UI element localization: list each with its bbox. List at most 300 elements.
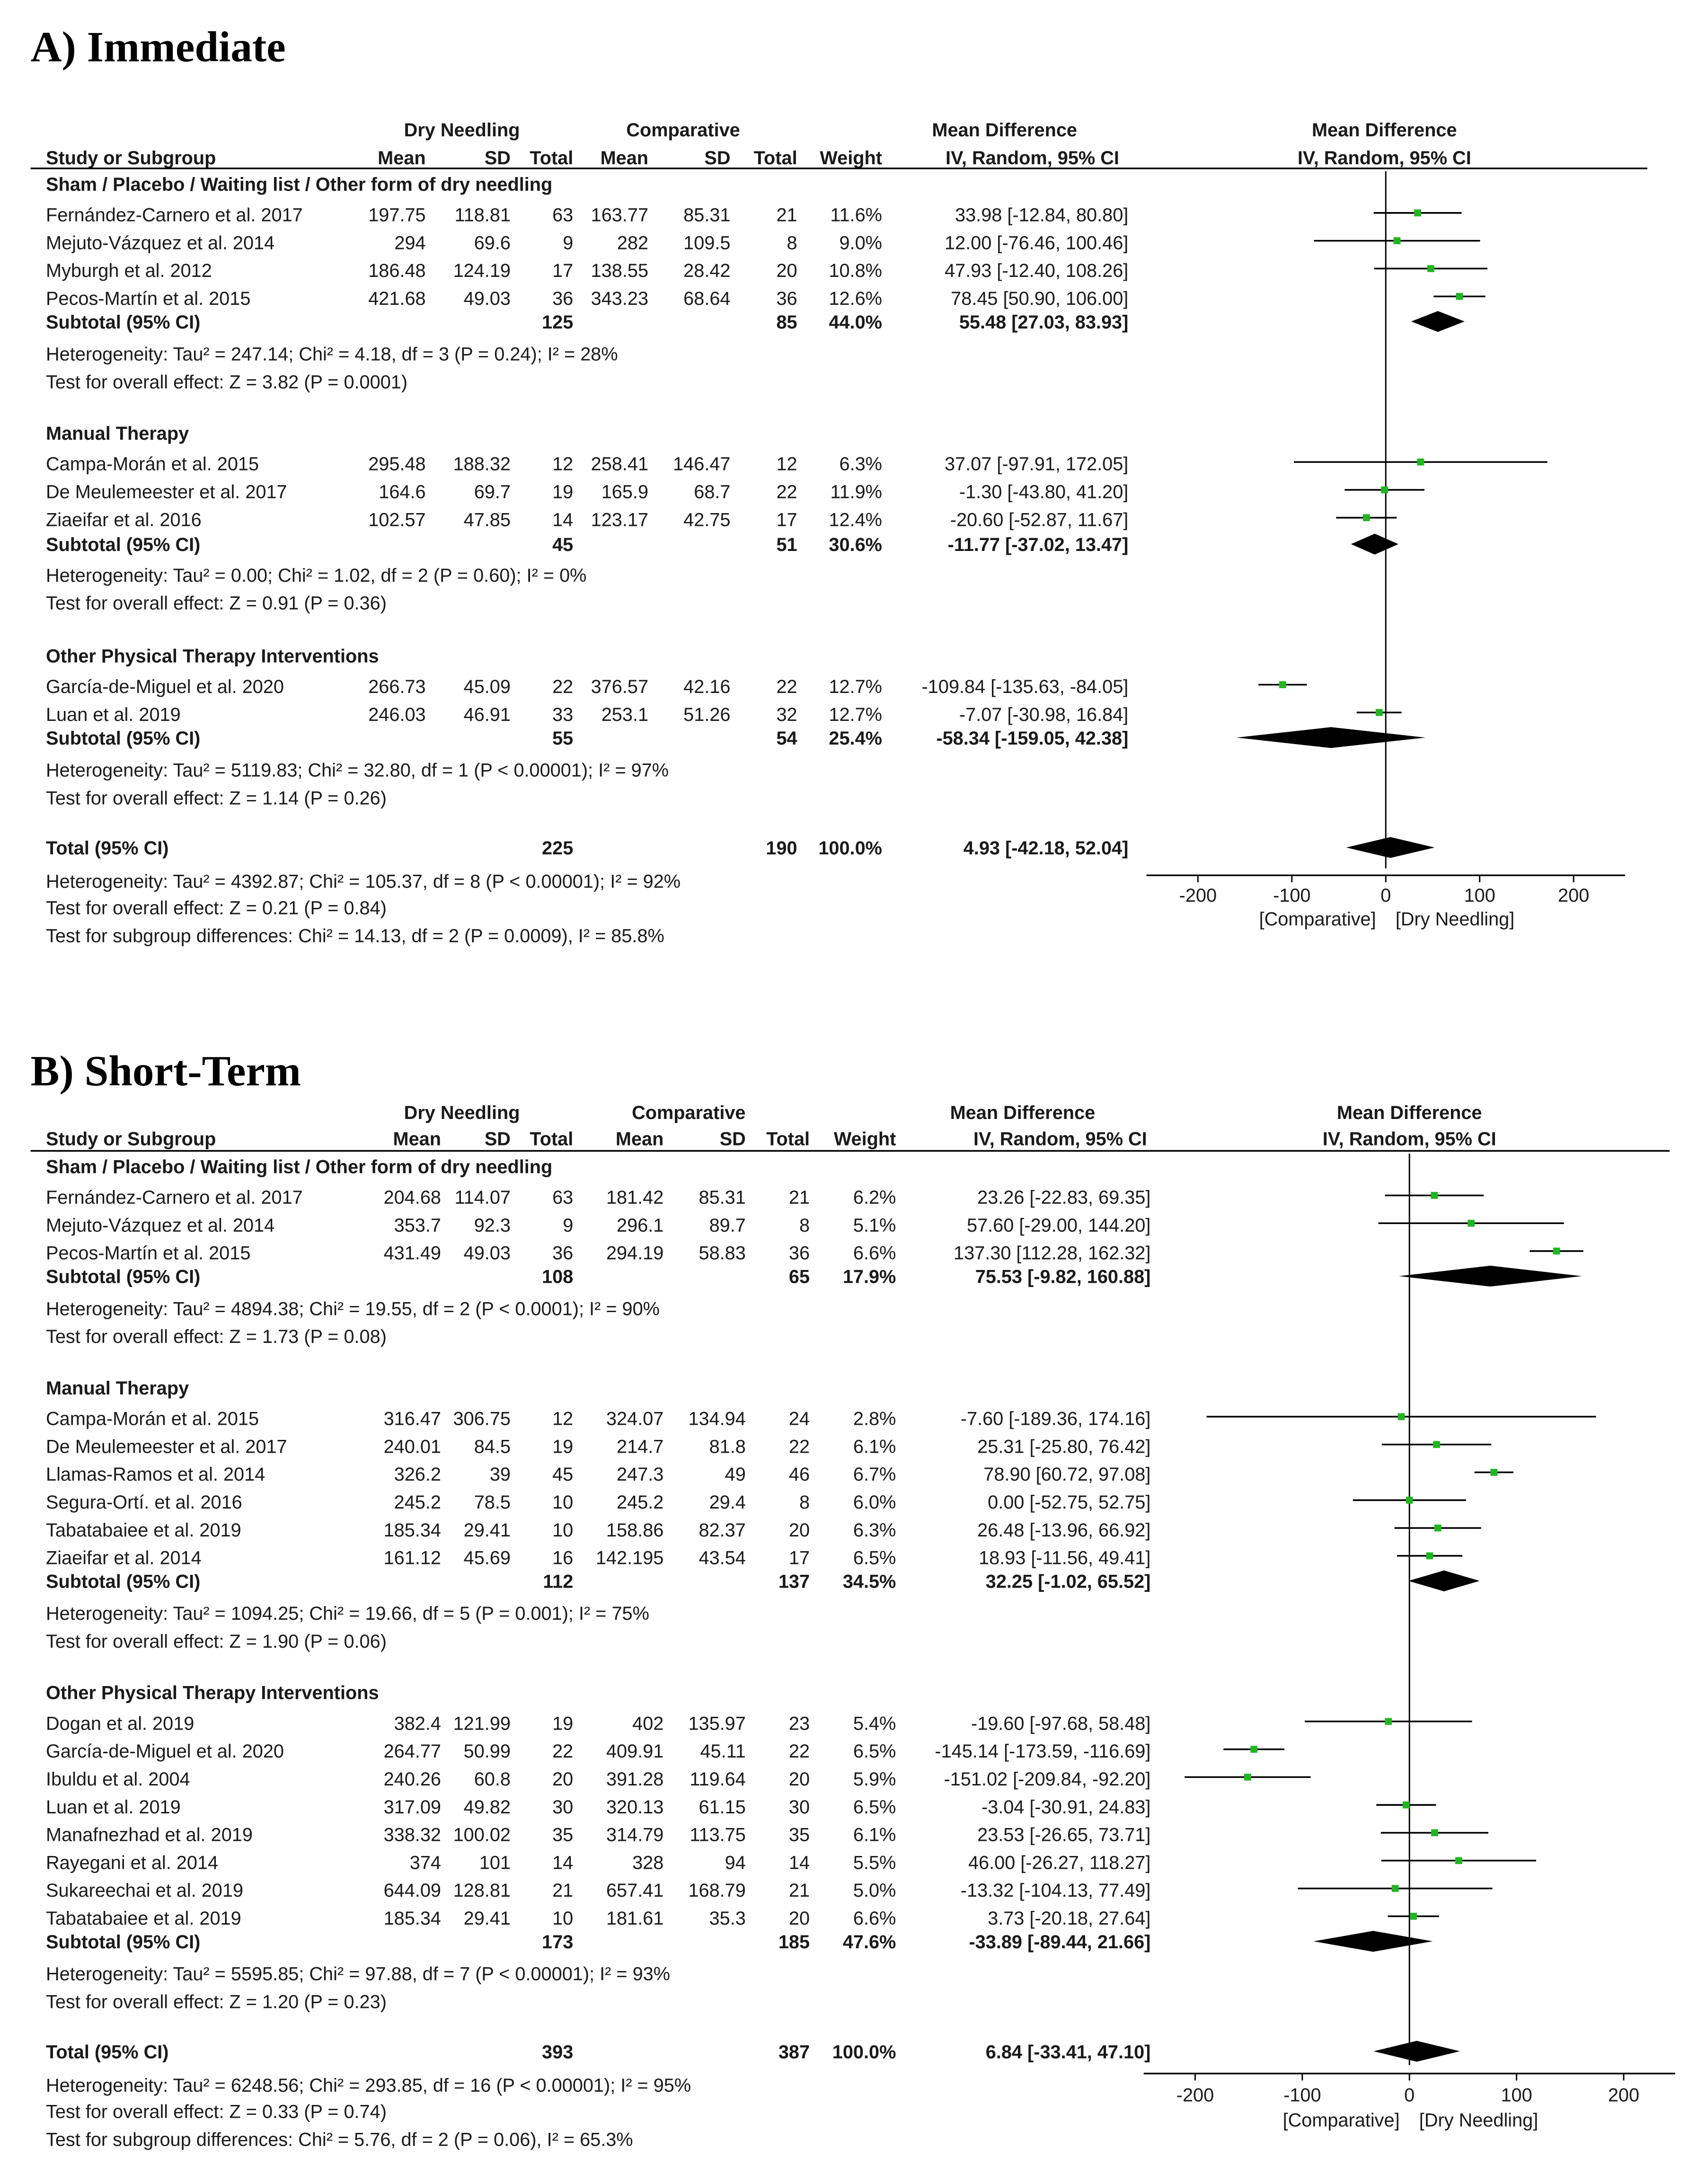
study-name: Ibuldu et al. 2004 [46,1769,190,1790]
x-tick-label: 0 [1380,885,1391,906]
study-name: Llamas-Ramos et al. 2014 [46,1464,265,1485]
subtotal-diamond [1237,727,1426,748]
comp-mean: 314.79 [606,1824,664,1846]
comp-mean: 253.1 [601,704,649,725]
comp-sd: 135.97 [688,1713,746,1734]
dn-sd: 114.07 [454,1187,511,1208]
column-header-study: Study or Subgroup [46,1128,216,1150]
study-effect-ci: 137.30 [112.28, 162.32] [954,1243,1151,1264]
x-tick-label: 100 [1464,885,1495,906]
study-name: De Meulemeester et al. 2017 [46,1436,287,1457]
subtotal-label: Subtotal (95% CI) [46,311,201,333]
overall-effect-text: Test for overall effect: Z = 0.91 (P = 0.36) [46,593,387,614]
study-name: Tabatabaiee et al. 2019 [46,1908,241,1929]
study-weight: 2.8% [853,1408,896,1429]
dn-sd: 92.3 [474,1215,511,1236]
dn-total: 10 [552,1519,574,1541]
comp-mean: 123.17 [591,509,649,531]
comp-sd: 28.42 [683,260,731,282]
dn-total: 12 [552,1408,574,1429]
study-name: Manafnezhad et al. 2019 [46,1824,253,1846]
md-header: Mean Difference [950,1102,1096,1123]
point-estimate [1455,1857,1462,1864]
dn-total: 22 [552,1741,574,1762]
point-estimate [1406,1497,1413,1504]
study-effect-ci: 25.31 [-25.80, 76.42] [977,1436,1151,1457]
comp-total: 46 [788,1464,810,1485]
study-effect-ci: -3.04 [-30.91, 24.83] [981,1796,1151,1818]
dn-total: 45 [552,1464,574,1485]
dn-total: 10 [552,1908,574,1929]
dn-sd: 306.75 [453,1408,511,1429]
study-name: Segura-Ortí. et al. 2016 [46,1492,242,1513]
dn-sd: 188.32 [453,453,511,475]
dn-mean: 374 [409,1852,441,1873]
study-effect-ci: -1.30 [-43.80, 41.20] [959,481,1129,503]
dn-mean: 353.7 [394,1215,441,1236]
subtotal-comp-total: 54 [776,728,797,749]
column-header-sd: SD [484,147,511,169]
dn-total: 9 [563,232,574,254]
column-header-sd: SD [704,147,731,169]
point-estimate [1490,1469,1497,1476]
group-header-dry-needling: Dry Needling [404,1102,520,1123]
heterogeneity-text: Heterogeneity: Tau² = 4894.38; Chi² = 19.55, df = 2 (P < 0.0001); I² = 90% [46,1298,660,1320]
comp-total: 35 [788,1824,810,1846]
study-weight: 12.6% [829,288,882,309]
comp-mean: 138.55 [591,260,649,282]
dn-mean: 317.09 [383,1796,441,1818]
study-effect-ci: -109.84 [-135.63, -84.05] [921,676,1129,698]
study-weight: 11.9% [830,481,882,503]
comp-sd: 113.75 [690,1824,746,1846]
column-header-weight: Weight [833,1128,896,1150]
study-name: Campa-Morán et al. 2015 [46,453,259,475]
comp-sd: 146.47 [673,453,731,475]
study-effect-ci: -151.02 [-209.84, -92.20] [944,1769,1151,1790]
study-weight: 10.8% [829,260,882,282]
dn-sd: 29.41 [463,1908,511,1929]
study-weight: 5.5% [853,1852,896,1873]
overall-effect-text: Test for overall effect: Z = 1.14 (P = 0.26) [46,788,387,809]
dn-mean: 240.26 [383,1769,441,1790]
comp-sd: 68.7 [694,481,731,503]
comp-total: 22 [776,676,797,698]
heterogeneity-text: Heterogeneity: Tau² = 1094.25; Chi² = 19.66, df = 5 (P = 0.001); I² = 75% [46,1603,649,1625]
study-effect-ci: -13.32 [-104.13, 77.49] [960,1880,1151,1901]
subtotal-label: Subtotal (95% CI) [46,1932,201,1953]
dn-total: 36 [552,1243,574,1264]
plot-header: Mean Difference [1312,120,1457,141]
total-comp-total: 387 [778,2042,810,2063]
study-name: Luan et al. 2019 [46,1796,181,1818]
subtotal-label: Subtotal (95% CI) [46,1571,201,1592]
comp-sd: 168.79 [688,1880,746,1901]
dn-sd: 118.81 [454,204,511,226]
column-header-total: Total [753,147,797,169]
dn-total: 33 [552,704,574,725]
comp-sd: 29.4 [709,1492,746,1513]
dn-mean: 246.03 [368,704,426,725]
study-effect-ci: 47.93 [-12.40, 108.26] [944,260,1129,282]
dn-mean: 294 [394,232,426,254]
study-weight: 6.6% [853,1243,896,1264]
x-tick-label: 0 [1404,2085,1415,2106]
dn-total: 19 [552,481,574,503]
subtotal-diamond [1399,1266,1582,1287]
dn-mean: 197.75 [368,204,426,226]
dn-sd: 69.6 [474,232,511,254]
dn-mean: 266.73 [368,676,426,698]
dn-mean: 204.68 [383,1187,441,1208]
dn-total: 14 [552,1852,574,1873]
subtotal-dn-total: 173 [542,1932,574,1953]
column-header-sd: SD [484,1128,511,1150]
footer-statistic: Test for subgroup differences: Chi² = 5.76, df = 2 (P = 0.06), I² = 65.3% [46,2129,633,2150]
comp-total: 8 [799,1492,810,1513]
study-name: Mejuto-Vázquez et al. 2014 [46,1215,275,1236]
plot-header: Mean Difference [1336,1102,1482,1123]
study-name: De Meulemeester et al. 2017 [46,481,287,503]
dn-sd: 49.03 [463,288,511,309]
study-effect-ci: -20.60 [-52.87, 11.67] [950,509,1129,531]
comp-mean: 294.19 [606,1243,664,1264]
study-name: Tabatabaiee et al. 2019 [46,1519,241,1541]
overall-effect-text: Test for overall effect: Z = 1.73 (P = 0.08) [46,1326,387,1348]
total-effect-ci: 4.93 [-42.18, 52.04] [963,838,1129,859]
panel-title: B) Short-Term [30,1047,301,1095]
x-tick-label: -100 [1273,885,1311,906]
total-effect-ci: 6.84 [-33.41, 47.10] [985,2042,1151,2063]
comp-total: 8 [787,232,797,254]
study-weight: 6.6% [853,1908,896,1929]
total-weight: 100.0% [818,838,882,859]
study-weight: 6.7% [853,1464,896,1485]
comp-mean: 296.1 [617,1215,664,1236]
x-tick-label: -200 [1179,885,1217,906]
panel-title: A) Immediate [30,23,286,71]
dn-total: 10 [552,1492,574,1513]
group-header-comparative: Comparative [632,1102,746,1123]
total-comp-total: 190 [766,838,797,859]
column-header-total: Total [530,147,574,169]
dn-sd: 100.02 [453,1824,511,1846]
comp-sd: 119.64 [690,1769,746,1790]
study-weight: 5.1% [853,1215,896,1236]
dn-total: 19 [552,1436,574,1457]
subtotal-diamond [1314,1931,1433,1952]
comp-sd: 35.3 [709,1908,746,1929]
dn-sd: 78.5 [474,1492,511,1513]
comp-total: 22 [788,1741,810,1762]
dn-total: 22 [552,676,574,698]
dn-mean: 316.47 [383,1408,441,1429]
comp-total: 30 [788,1796,810,1818]
dn-sd: 45.09 [463,676,511,698]
dn-mean: 102.57 [368,509,426,531]
point-estimate [1244,1774,1251,1781]
subtotal-dn-total: 108 [542,1266,574,1287]
dn-total: 63 [552,1187,574,1208]
comp-mean: 391.28 [606,1769,664,1790]
dn-total: 17 [552,260,574,282]
comp-total: 12 [776,453,797,475]
point-estimate [1431,1192,1438,1199]
column-header-weight: Weight [820,147,882,169]
comp-mean: 165.9 [601,481,649,503]
comp-total: 20 [776,260,797,282]
dn-sd: 121.99 [453,1713,511,1734]
comp-sd: 42.75 [683,509,731,531]
point-estimate [1363,514,1370,521]
study-name: Sukareechai et al. 2019 [46,1880,244,1901]
study-name: Pecos-Martín et al. 2015 [46,288,251,309]
subtotal-weight: 17.9% [842,1266,896,1287]
dn-total: 21 [552,1880,574,1901]
total-diamond [1346,837,1435,858]
comp-mean: 376.57 [591,676,649,698]
comp-sd: 68.64 [683,288,731,309]
x-tick-label: -100 [1283,2085,1321,2106]
column-header-study: Study or Subgroup [46,147,216,169]
comp-sd: 82.37 [699,1519,746,1541]
study-effect-ci: 78.90 [60.72, 97.08] [983,1464,1151,1485]
column-header-mean: Mean [600,147,649,169]
comp-sd: 89.7 [709,1215,746,1236]
subtotal-weight: 30.6% [829,534,882,556]
point-estimate [1468,1220,1475,1227]
study-name: Ziaeifar et al. 2014 [46,1547,202,1569]
comp-sd: 45.11 [700,1741,746,1762]
point-estimate [1403,1802,1410,1809]
study-weight: 12.4% [829,509,882,531]
study-weight: 12.7% [829,676,882,698]
study-weight: 6.1% [853,1436,896,1457]
subtotal-comp-total: 85 [776,311,797,333]
dn-total: 36 [552,288,574,309]
study-name: García-de-Miguel et al. 2020 [46,1741,284,1762]
study-name: Rayegani et al. 2014 [46,1852,219,1873]
subgroup-heading: Sham / Placebo / Waiting list / Other form of dry needling [46,1156,553,1178]
dn-mean: 161.12 [383,1547,441,1569]
study-name: Fernández-Carnero et al. 2017 [46,204,303,226]
dn-total: 19 [552,1713,574,1734]
dn-mean: 644.09 [383,1880,441,1901]
md-subheader: IV, Random, 95% CI [973,1128,1147,1150]
heterogeneity-text: Heterogeneity: Tau² = 5119.83; Chi² = 32.80, df = 1 (P < 0.00001); I² = 97% [46,760,669,781]
comp-total: 21 [788,1187,810,1208]
comp-mean: 402 [632,1713,664,1734]
study-name: Fernández-Carnero et al. 2017 [46,1187,303,1208]
comp-total: 24 [788,1408,810,1429]
study-weight: 6.5% [853,1547,896,1569]
study-effect-ci: 33.98 [-12.84, 80.80] [955,204,1129,226]
comp-total: 17 [776,509,797,531]
x-tick-label: 200 [1608,2085,1640,2106]
study-weight: 12.7% [829,704,882,725]
subtotal-comp-total: 185 [778,1932,810,1953]
favours-dry-needling-label: [Dry Needling] [1419,2110,1539,2131]
subtotal-label: Subtotal (95% CI) [46,728,201,749]
dn-sd: 60.8 [474,1769,511,1790]
subgroup-heading: Other Physical Therapy Interventions [46,646,379,667]
comp-total: 14 [788,1852,810,1873]
study-weight: 6.5% [853,1741,896,1762]
comp-mean: 214.7 [617,1436,664,1457]
md-header: Mean Difference [932,120,1077,141]
comp-sd: 49 [725,1464,746,1485]
subtotal-dn-total: 55 [552,728,574,749]
comp-mean: 282 [617,232,649,254]
study-weight: 5.9% [853,1769,896,1790]
comp-mean: 657.41 [606,1880,664,1901]
heterogeneity-text: Heterogeneity: Tau² = 0.00; Chi² = 1.02, df = 2 (P = 0.60); I² = 0% [46,565,587,586]
dn-total: 12 [552,453,574,475]
comp-sd: 85.31 [699,1187,746,1208]
study-weight: 6.3% [853,1519,896,1541]
subtotal-effect-ci: 55.48 [27.03, 83.93] [959,311,1129,333]
study-weight: 11.6% [830,204,882,226]
point-estimate [1456,293,1463,300]
dn-sd: 50.99 [463,1741,511,1762]
subtotal-weight: 44.0% [829,311,882,333]
comp-mean: 258.41 [591,453,649,475]
heterogeneity-text: Heterogeneity: Tau² = 5595.85; Chi² = 97.88, df = 7 (P < 0.00001); I² = 93% [46,1963,671,1985]
subtotal-effect-ci: -58.34 [-159.05, 42.38] [936,728,1129,749]
point-estimate [1392,1885,1399,1892]
subtotal-weight: 25.4% [829,728,882,749]
comp-total: 20 [788,1908,810,1929]
dn-mean: 185.34 [383,1519,441,1541]
subgroup-heading: Other Physical Therapy Interventions [46,1682,379,1704]
subgroup-heading: Manual Therapy [46,1377,189,1399]
point-estimate [1398,1413,1405,1420]
subtotal-diamond [1411,311,1465,332]
comp-mean: 158.86 [606,1519,664,1541]
comp-total: 21 [776,204,797,226]
dn-sd: 49.82 [463,1796,511,1818]
comp-mean: 163.77 [591,204,649,226]
point-estimate [1381,487,1388,494]
column-header-mean: Mean [393,1128,441,1150]
comp-mean: 324.07 [606,1408,664,1429]
study-effect-ci: 57.60 [-29.00, 144.20] [967,1215,1151,1236]
point-estimate [1394,237,1401,244]
total-label: Total (95% CI) [46,2042,169,2063]
comp-total: 32 [776,704,797,725]
plot-subheader: IV, Random, 95% CI [1322,1128,1496,1150]
comp-mean: 181.42 [606,1187,664,1208]
subtotal-diamond [1408,1571,1480,1591]
column-header-sd: SD [719,1128,746,1150]
x-tick-label: 200 [1558,885,1590,906]
comp-mean: 142.195 [595,1547,664,1569]
dn-sd: 84.5 [474,1436,511,1457]
study-name: Luan et al. 2019 [46,704,181,725]
study-weight: 5.0% [853,1880,896,1901]
point-estimate [1385,1718,1392,1725]
point-estimate [1426,1553,1433,1560]
column-header-mean: Mean [615,1128,664,1150]
overall-effect-text: Test for overall effect: Z = 3.82 (P = 0.0001) [46,372,408,393]
study-name: García-de-Miguel et al. 2020 [46,676,284,698]
study-effect-ci: 12.00 [-76.46, 100.46] [944,232,1129,254]
subtotal-diamond [1351,533,1398,554]
dn-mean: 382.4 [394,1713,441,1734]
comp-sd: 94 [725,1852,746,1873]
study-effect-ci: 37.07 [-97.91, 172.05] [944,453,1129,475]
x-tick-label: -200 [1176,2085,1214,2106]
group-header-comparative: Comparative [626,120,740,141]
study-name: Ziaeifar et al. 2016 [46,509,202,531]
dn-mean: 164.6 [379,481,426,503]
study-effect-ci: 18.93 [-11.56, 49.41] [979,1547,1151,1569]
point-estimate [1431,1829,1438,1837]
point-estimate [1410,1913,1417,1920]
study-weight: 5.4% [853,1713,896,1734]
study-name: Dogan et al. 2019 [46,1713,195,1734]
study-effect-ci: 23.53 [-26.65, 73.71] [977,1824,1151,1846]
dn-total: 20 [552,1769,574,1790]
total-weight: 100.0% [832,2042,896,2063]
comp-sd: 85.31 [683,204,731,226]
subtotal-effect-ci: -11.77 [-37.02, 13.47] [947,534,1129,556]
dn-mean: 185.34 [383,1908,441,1929]
comp-total: 23 [788,1713,810,1734]
dn-mean: 295.48 [368,453,426,475]
column-header-total: Total [766,1128,810,1150]
comp-mean: 181.61 [606,1908,664,1929]
subtotal-effect-ci: 75.53 [-9.82, 160.88] [975,1266,1151,1287]
study-effect-ci: 0.00 [-52.75, 52.75] [988,1492,1151,1513]
comp-sd: 81.8 [709,1436,746,1457]
dn-mean: 245.2 [394,1492,441,1513]
subgroup-heading: Sham / Placebo / Waiting list / Other form of dry needling [46,174,553,195]
comp-mean: 409.91 [606,1741,664,1762]
favours-comparative-label: [Comparative] [1282,2110,1400,2131]
heterogeneity-text: Heterogeneity: Tau² = 247.14; Chi² = 4.18, df = 3 (P = 0.24); I² = 28% [46,344,618,365]
dn-total: 14 [552,509,574,531]
point-estimate [1250,1746,1257,1753]
column-header-mean: Mean [378,147,426,169]
point-estimate [1279,681,1286,688]
study-weight: 6.3% [839,453,882,475]
comp-mean: 343.23 [591,288,649,309]
comp-mean: 328 [632,1852,664,1873]
x-tick-label: 100 [1501,2085,1532,2106]
dn-total: 35 [552,1824,574,1846]
dn-total: 9 [563,1215,574,1236]
comp-total: 20 [788,1519,810,1541]
study-name: Myburgh et al. 2012 [46,260,212,282]
study-name: Mejuto-Vázquez et al. 2014 [46,232,275,254]
study-effect-ci: 23.26 [-22.83, 69.35] [977,1187,1151,1208]
comp-total: 20 [788,1769,810,1790]
study-weight: 6.1% [853,1824,896,1846]
total-label: Total (95% CI) [46,838,169,859]
comp-mean: 320.13 [606,1796,664,1818]
comp-sd: 43.54 [699,1547,746,1569]
subtotal-label: Subtotal (95% CI) [46,1266,201,1287]
study-weight: 9.0% [839,232,882,254]
dn-mean: 338.32 [383,1824,441,1846]
dn-total: 63 [552,204,574,226]
comp-mean: 247.3 [617,1464,664,1485]
footer-statistic: Heterogeneity: Tau² = 6248.56; Chi² = 293.85, df = 16 (P < 0.00001); I² = 95% [46,2075,691,2096]
subtotal-weight: 47.6% [842,1932,896,1953]
dn-sd: 47.85 [463,509,511,531]
dn-mean: 186.48 [368,260,426,282]
